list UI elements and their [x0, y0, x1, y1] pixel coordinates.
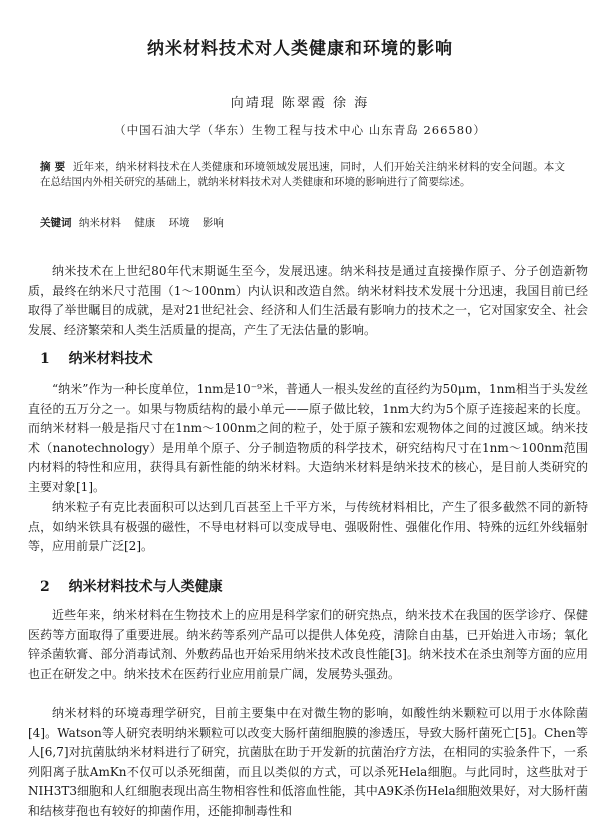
abstract [40, 160, 565, 190]
section-1-paragraph-2: 纳米粒子有克比表面积可以达到几百甚至上千平方米，与传统材料相比，产生了很多截然不同的新特点，如纳米铁具有极强的磁性，不导电材料可以变成导电、强吸附性、强催化作用、特殊的远红外线辐射等，应用前景广泛[2]。 [28, 500, 588, 554]
abstract-label: 摘 要 [40, 161, 66, 173]
section-number: 2 [40, 579, 50, 595]
keywords-label: 关键词 [40, 217, 72, 229]
section-2-heading [40, 576, 223, 596]
keyword: 纳米材料 [78, 217, 121, 229]
keywords [40, 216, 565, 231]
abstract-text: 近年来，纳米材料技术在人类健康和环境领域发展迅速，同时，人们开始关注纳米材料的安全问题。本文在总结国内外相关研究的基础上，就纳米材料技术对人类健康和环境的影响进行了简要综述。 [40, 161, 566, 188]
intro-paragraph: 纳米技术在上世纪80年代末期诞生至今，发展迅速。纳米科技是通过直接操作原子、分子创造新物质，最终在纳米尺寸范围（1～100nm）内认识和改造自然。纳米材料技术发展十分迅速，我国目前已经取得了举世瞩目的成就，是对21世纪社会、经济和人们生活最有影响力的技术之一，它对国家安全、社会发展、经济繁荣和人类生活质量的提高，产生了无法估量的影响。 [28, 264, 588, 337]
section-1-paragraph-1: “纳米”作为一种长度单位，1nm是10⁻⁹米，普通人一根头发丝的直径约为50μm，1nm相当于头发丝直径的五万分之一。如果与物质结构的最小单元——原子做比较，1nm大约为5个原子连接起来的长度。而纳米材料一般是指尺寸在1nm～100nm之间的粒子，处于原子簇和宏观物体之间的过渡区域。纳米技术（nanotechnology）是用单个原子、分子制造物质的科学技术，研究结构尺寸在1nm～100nm范围内材料的特性和应用，获得具有新性能的纳米材料。大造纳米材料是纳米技术的核心，是目前人类研究的主要对象[1]。 [28, 382, 588, 494]
keyword: 影响 [202, 217, 224, 229]
keyword: 健康 [134, 217, 156, 229]
section-2-paragraph-2: 纳米材料的环境毒理学研究，目前主要集中在对微生物的影响，如酸性纳米颗粒可以用于水体除菌[4]。Watson等人研究表明纳米颗粒可以改变大肠杆菌细胞膜的渗透压，导致大肠杆菌死亡[5]。Chen等人[6,7]对抗菌肽纳米材料进行了研究，抗菌肽在助于开发新的抗菌治疗方法，在相同的实验条件下，一系列阳离子肽AmKn不仅可以杀死细菌，而且以类似的方式，可以杀死Hela细胞。与此同时，这些肽对于NIH3T3细胞和人红细胞表现出高生物相容性和低溶血性能，其中A9K杀伤Hela细胞效果好，对大肠杆菌和结核芽孢也有较好的抑菌作用，还能抑制毒性和 [28, 706, 588, 818]
section-title: 纳米材料技术 [68, 351, 153, 367]
section-title: 纳米材料技术与人类健康 [68, 579, 223, 595]
keyword: 环境 [168, 217, 190, 229]
affiliation: （中国石油大学（华东）生物工程与技术中心 山东青岛 266580） [114, 123, 486, 137]
section-number: 1 [40, 351, 50, 367]
section-2-paragraph-1: 近些年来，纳米材料在生物技术上的应用是科学家们的研究热点，纳米技术在我国的医学诊疗、保健医药等方面取得了重要进展。纳米药等系列产品可以提供人体免疫，清除自由基，已开始进入市场；氧化锌杀菌软膏、部分消毒试剂、外敷药品也开始采用纳米技术改良性能[3]。纳米技术在杀虫剂等方面的应用也正在研发之中。纳米技术在医药行业应用前景广阔，发展势头强劲。 [28, 608, 588, 681]
paper-title: 纳米材料技术对人类健康和环境的影响 [147, 39, 453, 59]
section-1-heading [40, 348, 153, 368]
author-list: 向靖琨 陈翠霞 徐 海 [230, 96, 370, 111]
